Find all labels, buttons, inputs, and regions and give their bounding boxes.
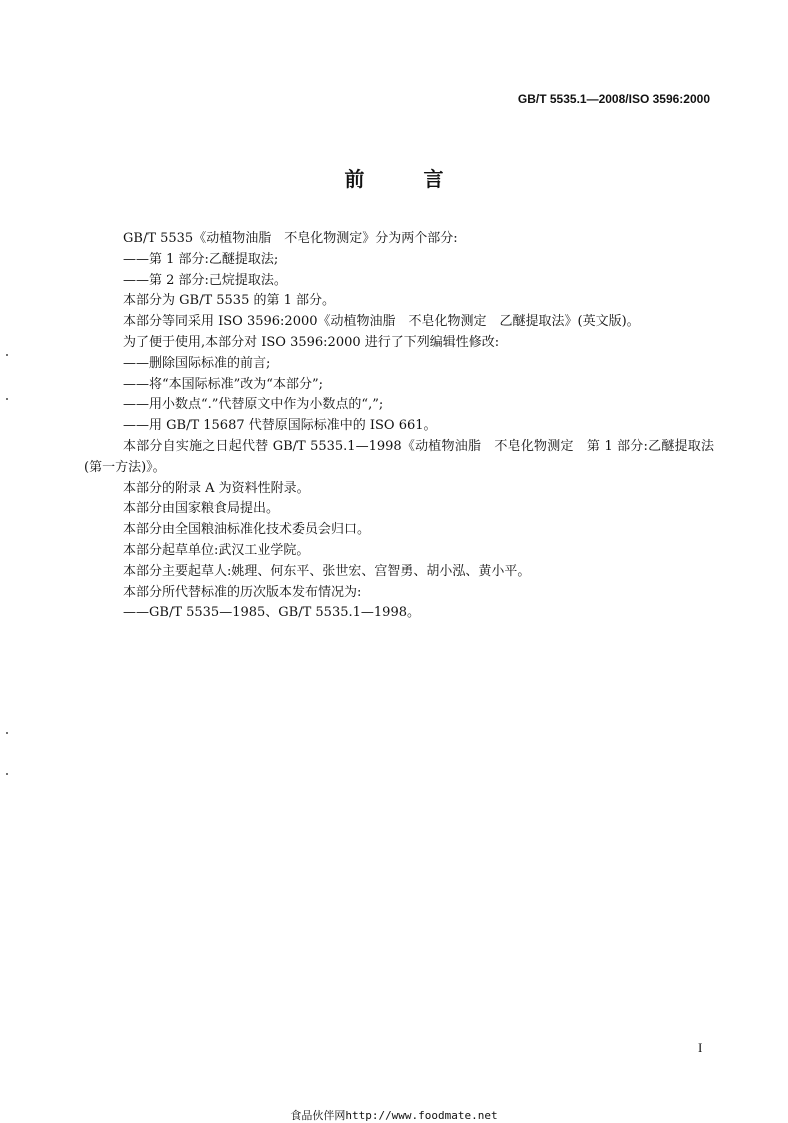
margin-mark [6,773,8,775]
paragraph: 本部分等同采用 ISO 3596:2000《动植物油脂 不皂化物测定 乙醚提取法》(英文版)。 [123,314,640,330]
list-item: ——删除国际标准的前言; [123,355,271,371]
margin-mark [6,732,8,734]
list-item: ——将“本国际标准”改为“本部分”; [123,376,323,392]
list-item: ——GB/T 5535—1985、GB/T 5535.1—1998。 [123,605,420,621]
list-item: ——第 2 部分:己烷提取法。 [123,272,287,288]
page-number: I [698,1040,703,1055]
paragraph: 本部分由全国粮油标准化技术委员会归口。 [123,522,371,538]
margin-mark [6,398,8,400]
footer-site-name: 食品伙伴网 [290,1109,346,1122]
margin-mark [6,354,8,356]
paragraph: 本部分自实施之日起代替 GB/T 5535.1—1998《动植物油脂 不皂化物测定 第 1 部分:乙醚提取法(第一方法)》。 [84,438,714,475]
footer-url: http://www.foodmate.net [345,1109,498,1122]
foreword-body [84,229,714,624]
paragraph: 为了便于使用,本部分对 ISO 3596:2000 进行了下列编辑性修改: [123,334,500,350]
list-item: ——用 GB/T 15687 代替原国际标准中的 ISO 661。 [123,418,437,434]
paragraph: GB/T 5535《动植物油脂 不皂化物测定》分为两个部分: [123,231,458,246]
list-item: ——第 1 部分:乙醚提取法; [123,251,279,267]
list-item: ——用小数点“.”代替原文中作为小数点的“,”; [123,397,384,413]
paragraph: 本部分的附录 A 为资料性附录。 [123,480,310,496]
paragraph: 本部分主要起草人:姚理、何东平、张世宏、宫智勇、胡小泓、黄小平。 [123,563,531,579]
page-title: 前 言 [344,167,470,191]
paragraph: 本部分为 GB/T 5535 的第 1 部分。 [123,293,336,309]
paragraph: 本部分所代替标准的历次版本发布情况为: [123,584,362,600]
paragraph: 本部分由国家粮食局提出。 [123,501,280,517]
paragraph: 本部分起草单位:武汉工业学院。 [123,542,310,558]
footer-watermark [0,1107,788,1123]
standard-code-header: GB/T 5535.1—2008/ISO 3596:2000 [517,92,710,106]
